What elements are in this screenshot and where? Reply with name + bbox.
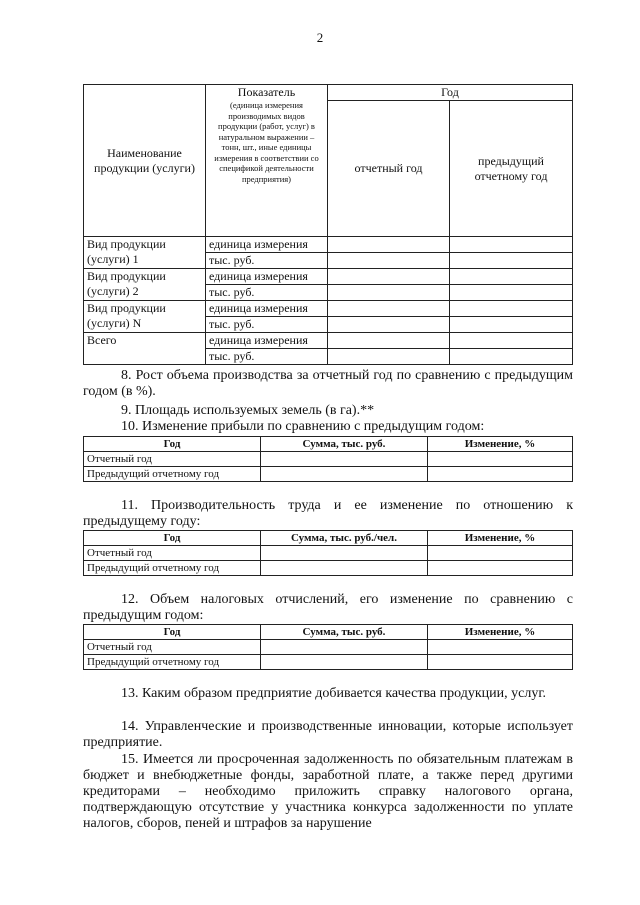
cell-empty: [428, 655, 573, 670]
cell-empty: [261, 640, 428, 655]
cell-empty: [450, 253, 573, 269]
row-product-name: Вид продукции (услуги) 1: [84, 237, 206, 269]
row-unit: тыс. руб.: [206, 349, 328, 365]
paragraph-14: 14. Управленческие и производственные инновации, которые использует предприятие.: [83, 719, 573, 750]
header-indicator: [206, 85, 328, 237]
cell-empty: [450, 317, 573, 333]
row-unit: тыс. руб.: [206, 285, 328, 301]
table-row: [84, 301, 573, 317]
table-row: [84, 546, 573, 561]
paragraph-10: 10. Изменение прибыли по сравнению с предыдущим годом:: [121, 419, 485, 434]
header-product-name: Наименование продукции (услуги): [84, 85, 206, 237]
row-product-name: Вид продукции (услуги) 2: [84, 269, 206, 301]
paragraph-11: 11. Производительность труда и ее изменение по отношению к предыдущему году:: [83, 498, 573, 529]
row-unit: единица измерения: [206, 301, 328, 317]
header-change: Изменение, %: [428, 531, 573, 546]
cell-empty: [261, 655, 428, 670]
cell-empty: [450, 269, 573, 285]
paragraph-8: 8. Рост объема производства за отчетный год по сравнению с предыдущим годом (в %).: [83, 368, 573, 399]
header-year: Год: [84, 437, 261, 452]
cell-empty: [450, 237, 573, 253]
table-row: [84, 452, 573, 467]
header-change: Изменение, %: [428, 437, 573, 452]
cell-empty: [261, 561, 428, 576]
cell-empty: [450, 349, 573, 365]
header-indicator-title: Показатель: [237, 85, 296, 99]
row-year: Отчетный год: [84, 640, 261, 655]
table-row: [84, 269, 573, 285]
header-change: Изменение, %: [428, 625, 573, 640]
cell-empty: [428, 467, 573, 482]
row-year: Отчетный год: [84, 546, 261, 561]
header-indicator-subtitle: (единица измерения производимых видов продукции (работ, услуг) в натуральном выражении – тонн, шт., иные единицы измерения в соответствии со спецификой деятельности предприятия): [214, 100, 319, 184]
paragraph-9: 9. Площадь используемых земель (в га).**: [121, 403, 375, 418]
row-year: Предыдущий отчетному год: [84, 467, 261, 482]
header-previous-year: предыдущий отчетному год: [450, 101, 573, 237]
cell-empty: [428, 452, 573, 467]
header-sum: Сумма, тыс. руб.: [261, 625, 428, 640]
cell-empty: [450, 333, 573, 349]
table-row: [84, 640, 573, 655]
cell-empty: [328, 285, 450, 301]
tax-table: [83, 624, 573, 670]
table-row: [84, 467, 573, 482]
header-sum: Сумма, тыс. руб.: [261, 437, 428, 452]
table-row: [84, 561, 573, 576]
cell-empty: [328, 237, 450, 253]
page-number: 2: [316, 30, 324, 45]
cell-empty: [328, 317, 450, 333]
header-year: Год: [84, 531, 261, 546]
cell-empty: [328, 269, 450, 285]
row-unit: тыс. руб.: [206, 253, 328, 269]
productivity-table: [83, 530, 573, 576]
paragraph-13: 13. Каким образом предприятие добивается качества продукции, услуг.: [121, 686, 546, 701]
header-year: Год: [84, 625, 261, 640]
cell-empty: [450, 285, 573, 301]
row-product-name: Вид продукции (услуги) N: [84, 301, 206, 333]
cell-empty: [328, 333, 450, 349]
cell-empty: [261, 452, 428, 467]
cell-empty: [428, 561, 573, 576]
header-reporting-year: отчетный год: [328, 101, 450, 237]
row-year: Предыдущий отчетному год: [84, 561, 261, 576]
cell-empty: [261, 467, 428, 482]
table-row: [84, 237, 573, 253]
cell-empty: [428, 546, 573, 561]
cell-empty: [328, 301, 450, 317]
row-unit: единица измерения: [206, 237, 328, 253]
row-unit: тыс. руб.: [206, 317, 328, 333]
header-sum: Сумма, тыс. руб./чел.: [261, 531, 428, 546]
row-unit: единица измерения: [206, 269, 328, 285]
header-year: Год: [328, 85, 573, 101]
cell-empty: [328, 349, 450, 365]
cell-empty: [261, 546, 428, 561]
row-year: Отчетный год: [84, 452, 261, 467]
production-table: [83, 84, 573, 365]
row-year: Предыдущий отчетному год: [84, 655, 261, 670]
table-row: [84, 333, 573, 349]
paragraph-15: 15. Имеется ли просроченная задолженность по обязательным платежам в бюджет и внебюджетные фонды, заработной плате, а также перед другими кредиторами – необходимо приложить справку налогового органа, подтверждающую отсутствие у участника конкурса задолженности по уплате налогов, сборов, пеней и штрафов за нарушение: [83, 752, 573, 831]
cell-empty: [428, 640, 573, 655]
row-unit: единица измерения: [206, 333, 328, 349]
cell-empty: [450, 301, 573, 317]
table-row: [84, 655, 573, 670]
row-product-name: Всего: [84, 333, 206, 365]
cell-empty: [328, 253, 450, 269]
profit-table: [83, 436, 573, 482]
paragraph-12: 12. Объем налоговых отчислений, его изменение по сравнению с предыдущим годом:: [83, 592, 573, 623]
